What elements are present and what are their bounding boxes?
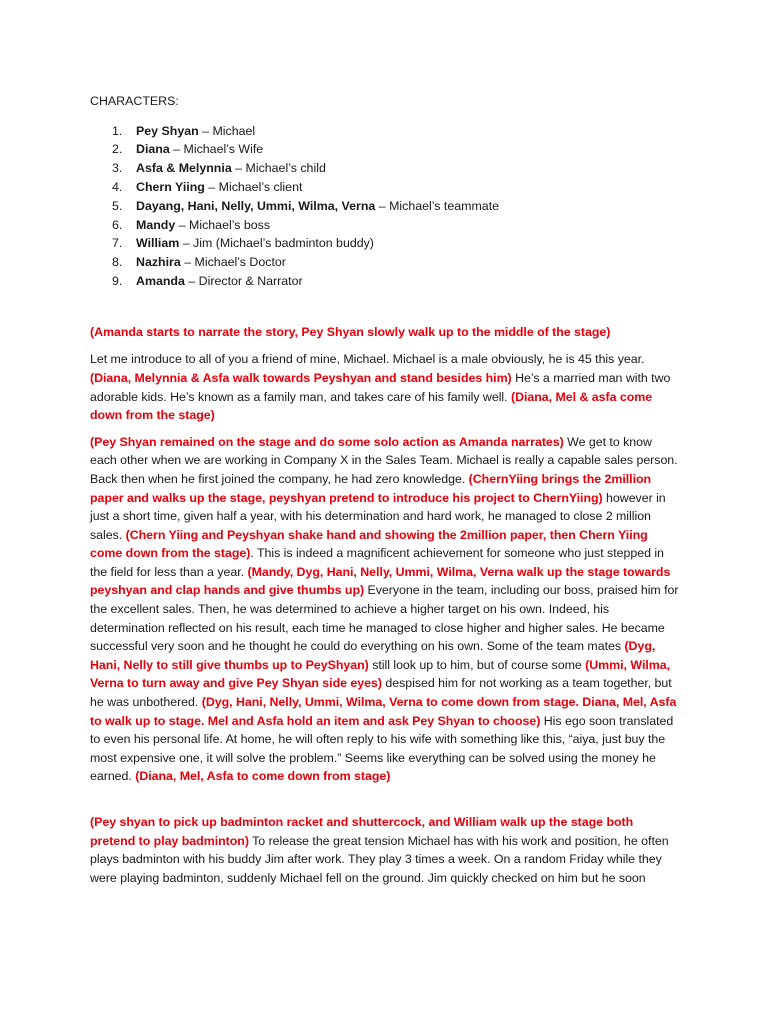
list-number: 8. xyxy=(112,255,123,270)
list-number: 2. xyxy=(112,142,123,157)
list-number: 5. xyxy=(112,198,123,213)
list-number: 9. xyxy=(112,273,123,288)
stage-direction: (Diana, Mel, Asfa to come down from stage) xyxy=(135,769,391,784)
list-number: 3. xyxy=(112,161,123,176)
character-role: – Michael’s client xyxy=(204,179,303,194)
stage-direction: (Mandy, Dyg, Hani, Nelly, Ummi, Wilma, Verna walk up the stage towards peyshyan and clap hands and give thumbs up) xyxy=(90,564,671,598)
stage-direction: (Pey shyan to pick up badminton racket and shuttercock, and William walk up the stage both pretend to play badminton xyxy=(90,815,634,848)
narration-text: despised him for not working as a team together, but he was unbothered. xyxy=(90,676,672,710)
narration-text: We get to know each other when we are working in Company X in the Sales Team. Michael is really a capable sales person. Back then when he first joined the company, he had zero knowledge. xyxy=(90,434,678,486)
list-number: 6. xyxy=(112,217,123,232)
character-list-item xyxy=(90,197,680,216)
character-role: – Michael’s Wife xyxy=(169,142,264,157)
character-list-item xyxy=(90,178,680,197)
character-name: Pey Shyan xyxy=(136,123,199,138)
character-name: Nazhira xyxy=(136,255,181,270)
list-number: 4. xyxy=(112,179,123,194)
narration-text: still look up to him, but of course some xyxy=(368,657,586,672)
narration-paragraph-2 xyxy=(90,433,680,786)
stage-direction: (Pey Shyan remained on the stage and do some solo action as Amanda narrates) xyxy=(90,434,564,449)
narration-text: . This is indeed a magnificent achievement for someone who just stepped in the field for less than a year. xyxy=(90,546,664,579)
narration-text: however in just a short time, given half a year, with his determination and hard work, he managed to close 2 million sales. xyxy=(90,490,666,542)
character-role: – Michael’s child xyxy=(231,161,326,176)
stage-direction: (Diana, Melynnia & Asfa walk towards Peyshyan and stand besides him) xyxy=(90,370,512,385)
character-list-item xyxy=(90,216,680,235)
character-role: – Director & Narrator xyxy=(184,273,303,288)
document-page xyxy=(90,92,680,887)
character-name: William xyxy=(136,236,180,251)
stage-direction: (Ummi, Wilma, Verna to turn away and give Pey Shyan side eyes) xyxy=(90,657,671,691)
narration-text: Everyone in the team, including our boss, praised him for the excellent sales. Then, he was determined to achieve a higher target on his own. Indeed, his determination reflected on his result, each time he managed to close higher and higher sales. He became successful very soon and he thought he could do everything on his own. Some of the team mates xyxy=(90,583,679,654)
characters-heading: CHARACTERS: xyxy=(90,94,179,108)
narration-text: His ego soon translated to even his personal life. At home, he will often reply to his wife with something like this, “aiya, just buy the most expensive one, it will solve the problem.” Seems like everything can be solved using the money he earned. xyxy=(90,713,674,784)
character-role: – Michael xyxy=(198,123,256,138)
stage-direction: (Dyg, Hani, Nelly, Ummi, Wilma, Verna to come down from stage. Diana, Mel, Asfa to walk up to stage. Mel and Asfa hold an item and ask Pey Shyan to choose) xyxy=(90,695,677,728)
character-list-item xyxy=(90,140,680,159)
stage-direction: ) xyxy=(244,833,249,848)
list-number: 7. xyxy=(112,236,123,251)
stage-direction: (Chern Yiing and Peyshyan shake hand and showing the 2million paper, then Chern Yiing come down from the stage) xyxy=(90,527,648,561)
list-number: 1. xyxy=(112,123,123,138)
character-name: Mandy xyxy=(136,217,176,232)
character-role: – Jim (Michael’s badminton buddy) xyxy=(179,236,374,251)
character-role: – Michael’s teammate xyxy=(375,198,500,213)
character-name: Asfa & Melynnia xyxy=(136,161,232,176)
narration-paragraph-1 xyxy=(90,350,680,424)
character-role: – Michael’s Doctor xyxy=(180,255,286,270)
stage-direction: (Dyg, Hani, Nelly to still give thumbs up to PeyShyan) xyxy=(90,639,656,672)
character-name: Dayang, Hani, Nelly, Ummi, Wilma, Verna xyxy=(136,198,376,213)
character-list xyxy=(90,122,680,291)
narration-paragraph-3 xyxy=(90,813,680,887)
narration-text: Let me introduce to all of you a friend of mine, Michael. Michael is a male obviously, he is 45 this year. xyxy=(90,352,645,367)
stage-direction: (ChernYiing brings the 2million paper and walks up the stage, peyshyan pretend to introduce his project to ChernYiing) xyxy=(90,471,652,505)
character-list-item xyxy=(90,159,680,178)
character-name: Diana xyxy=(136,142,170,157)
stage-direction: (Diana, Mel & asfa come down from the stage) xyxy=(90,389,653,423)
narration-text: He’s a married man with two adorable kids. He’s known as a family man, and takes care of his family well. xyxy=(90,370,671,404)
narration-text: To release the great tension Michael has with his work and position, he often plays badminton with his buddy Jim after work. They play 3 times a week. On a random Friday while they were playing badminton, suddenly Michael fell on the ground. Jim quickly checked on him but he soon xyxy=(90,833,669,885)
character-name: Amanda xyxy=(136,273,185,288)
character-role: – Michael’s boss xyxy=(175,217,271,232)
character-name: Chern Yiing xyxy=(136,179,205,194)
character-list-item xyxy=(90,253,680,272)
stage-direction-opening: (Amanda starts to narrate the story, Pey Shyan slowly walk up to the middle of the stage) xyxy=(90,324,611,339)
character-list-item xyxy=(90,234,680,253)
character-list-item xyxy=(90,122,680,141)
character-list-item xyxy=(90,272,680,291)
